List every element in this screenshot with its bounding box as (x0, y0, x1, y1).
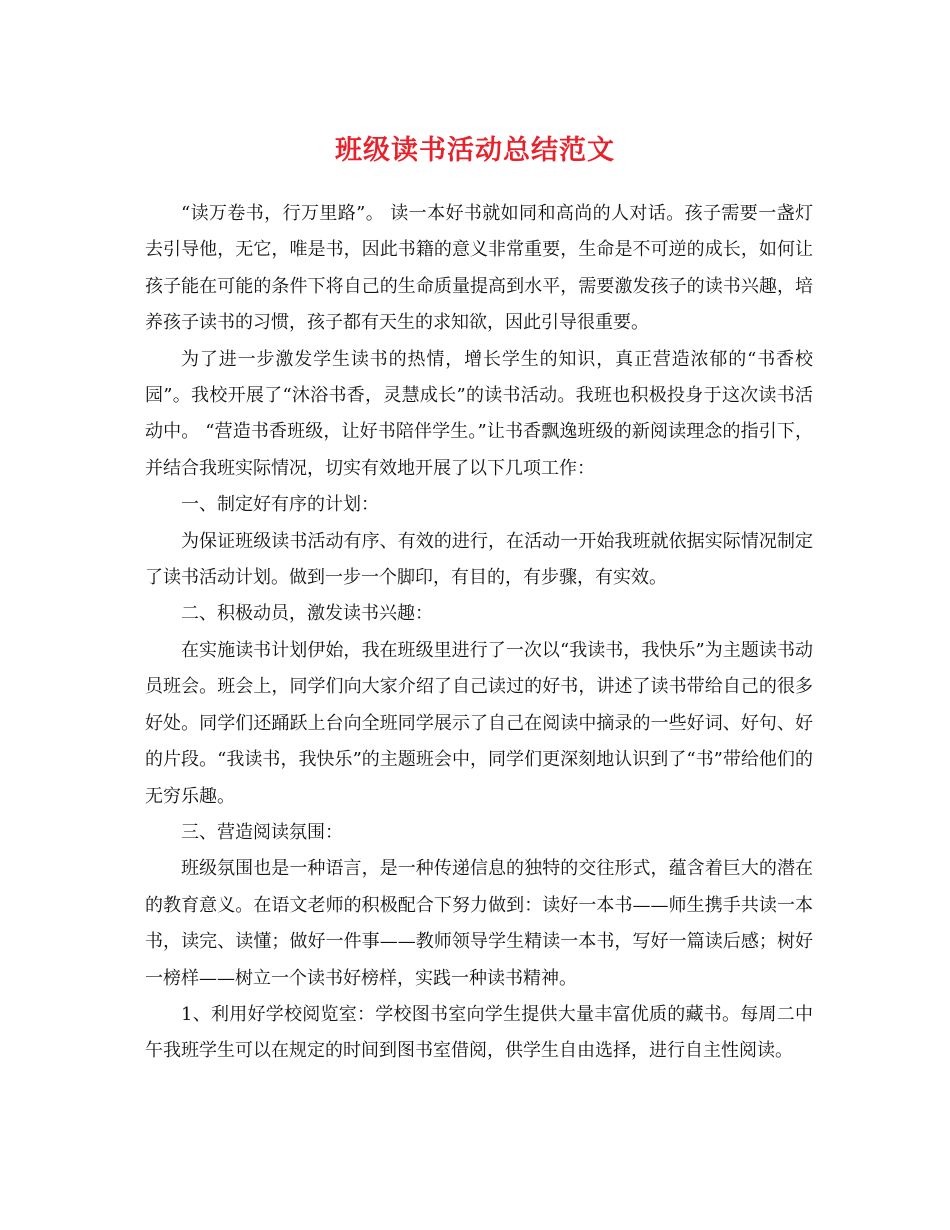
paragraph-plan: 为保证班级读书活动有序、有效的进行，在活动一开始我班就依据实际情况制定了读书活动计划。做到一步一个脚印，有目的，有步骤，有实效。 (145, 530, 813, 589)
section-heading-atmosphere: 三、营造阅读氛围： (181, 821, 343, 843)
paragraph-mobilize: 在实施读书计划伊始，我在班级里进行了一次以“我读书，我快乐”为主题读书动员班会。班会上，同学们向大家介绍了自己读过的好书，讲述了读书带给自己的很多好处。同学们还踊跃上台向全班同学展示了自己在阅读中摘录的一些好词、好句、好的片段。“我读书，我快乐”的主题班会中，同学们更深刻地认识到了“书”带给他们的无穷乐趣。 (145, 639, 813, 807)
document-body (145, 196, 813, 1070)
section-heading-plan: 一、制定好有序的计划： (181, 494, 379, 516)
paragraph-atmosphere: 班级氛围也是一种语言，是一种传递信息的独特的交往形式，蕴含着巨大的潜在的教育意义。在语文老师的积极配合下努力做到：读好一本书——师生携手共读一本书，读完、读懂；做好一件事——教师领导学生精读一本书，写好一篇读后感；树好一榜样——树立一个读书好榜样，实践一种读书精神。 (145, 858, 813, 989)
paragraph-intro: “读万卷书，行万里路”。 读一本好书就如同和高尚的人对话。孩子需要一盏灯去引导他，无它，唯是书，因此书籍的意义非常重要，生命是不可逆的成长，如何让孩子能在可能的条件下将自己的生命质量提高到水平，需要激发孩子的读书兴趣，培养孩子读书的习惯，孩子都有天生的求知欲，因此引导很重要。 (145, 203, 813, 334)
document-title: 班级读书活动总结范文 (335, 135, 615, 166)
paragraph-background: 为了进一步激发学生读书的热情，增长学生的知识，真正营造浓郁的“书香校园”。我校开展了“沐浴书香，灵慧成长”的读书活动。我班也积极投身于这次读书活动中。 “营造书香班级，让好书陪伴学生。”让书香飘逸班级的新阅读理念的指引下，并结合我班实际情况，切实有效地开展了以下几项工作： (145, 348, 813, 479)
paragraph-reading-room: 1、利用好学校阅览室：学校图书室向学生提供大量丰富优质的藏书。每周二中午我班学生可以在规定的时间到图书室借阅，供学生自由选择，进行自主性阅读。 (145, 1003, 813, 1062)
section-heading-mobilize: 二、积极动员，激发读书兴趣： (181, 603, 433, 625)
